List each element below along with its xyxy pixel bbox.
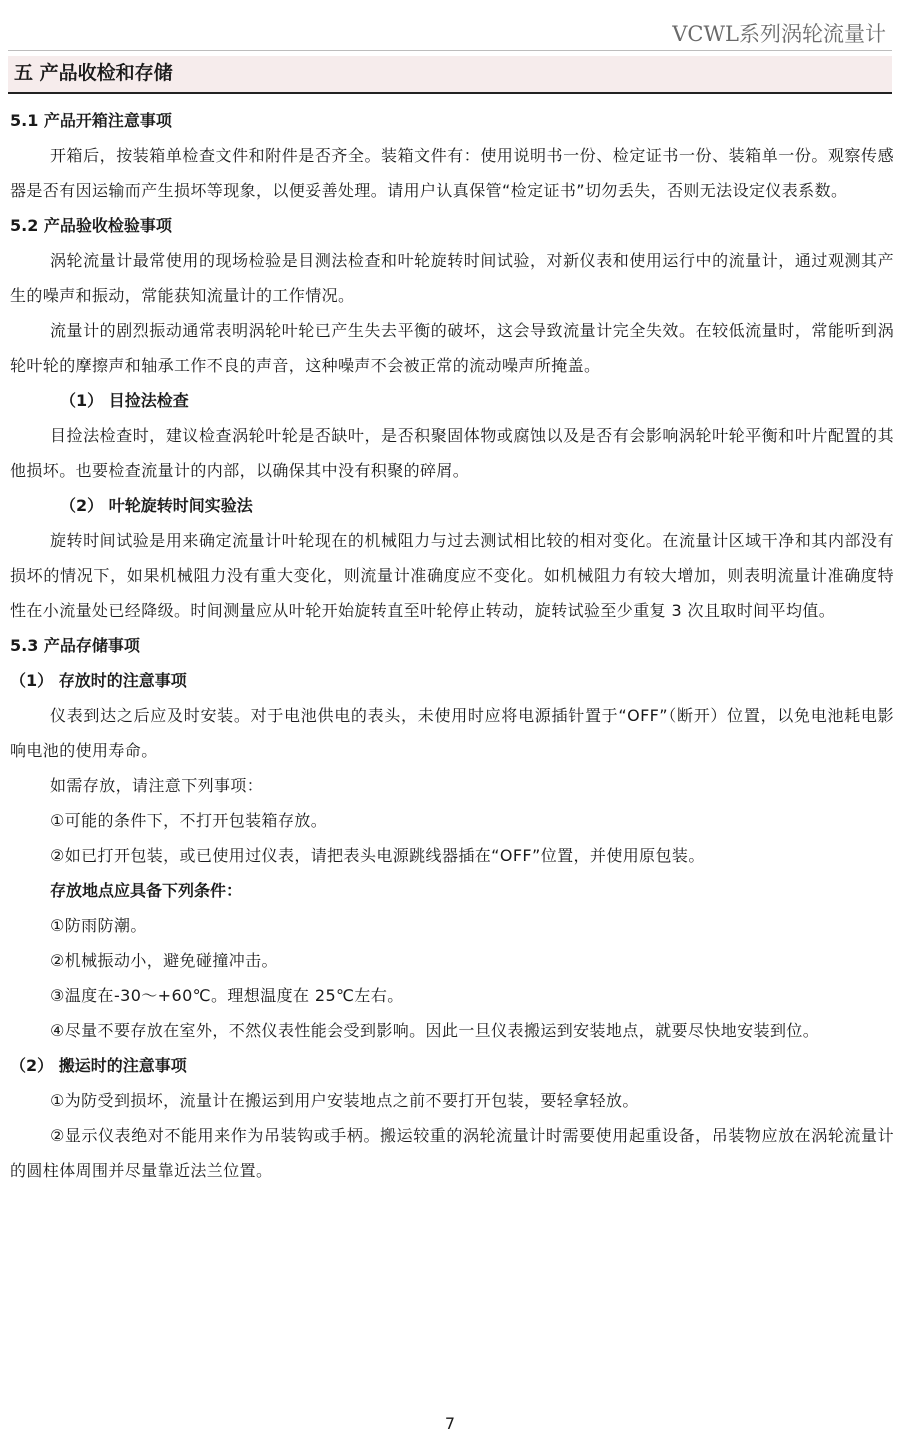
document-body	[10, 103, 894, 1188]
rotation-test-title: （2） 叶轮旋转时间实验法	[60, 496, 253, 515]
storage-notes-paragraph-2: 如需存放，请注意下列事项：	[50, 776, 264, 795]
storage-place-item: ②机械振动小，避免碰撞冲击。	[50, 951, 278, 970]
storage-place-item: ③温度在-30～+60℃。理想温度在 25℃左右。	[50, 986, 404, 1005]
storage-item: ②如已打开包装，或已使用过仪表，请把表头电源跳线器插在“OFF”位置，并使用原包装。	[50, 846, 705, 865]
section-5-2-paragraph-1: 涡轮流量计最常使用的现场检验是目测法检查和叶轮旋转时间试验，对新仪表和使用运行中的流量计，通过观测其产生的噪声和振动，常能获知流量计的工作情况。	[10, 251, 894, 305]
header-title: VCWL系列涡轮流量计	[672, 22, 886, 46]
section-5-2-paragraph-2: 流量计的剧烈振动通常表明涡轮叶轮已产生失去平衡的破坏，这会导致流量计完全失效。在较低流量时，常能听到涡轮叶轮的摩擦声和轴承工作不良的声音，这种噪声不会被正常的流动噪声所掩盖。	[10, 321, 894, 375]
section-5-1-paragraph: 开箱后，按装箱单检查文件和附件是否齐全。装箱文件有：使用说明书一份、检定证书一份、装箱单一份。观察传感器是否有因运输而产生损坏等现象，以便妥善处理。请用户认真保管“检定证书”切勿丢失，否则无法设定仪表系数。	[10, 146, 894, 200]
transport-item: ①为防受到损坏，流量计在搬运到用户安装地点之前不要打开包装，要轻拿轻放。	[50, 1091, 639, 1110]
storage-notes-paragraph-1: 仪表到达之后应及时安装。对于电池供电的表头，未使用时应将电源插针置于“OFF”（断开）位置，以免电池耗电影响电池的使用寿命。	[10, 706, 894, 760]
transport-notes-title: （2） 搬运时的注意事项	[10, 1056, 187, 1075]
visual-inspection-paragraph: 目捡法检查时，建议检查涡轮叶轮是否缺叶，是否积聚固体物或腐蚀以及是否有会影响涡轮叶轮平衡和叶片配置的其他损坏。也要检查流量计的内部，以确保其中没有积聚的碎屑。	[10, 426, 894, 480]
section-5-2-title: 5.2 产品验收检验事项	[10, 216, 172, 235]
transport-item: ②显示仪表绝对不能用来作为吊装钩或手柄。搬运较重的涡轮流量计时需要使用起重设备，吊装物应放在涡轮流量计的圆柱体周围并尽量靠近法兰位置。	[10, 1126, 894, 1180]
storage-item: ①可能的条件下，不打开包装箱存放。	[50, 811, 328, 830]
page-number: 7	[444, 1414, 456, 1433]
chapter-heading: 五 产品收检和存储	[8, 56, 892, 94]
section-5-3-title: 5.3 产品存储事项	[10, 636, 140, 655]
storage-notes-title: （1） 存放时的注意事项	[10, 671, 187, 690]
storage-place-item: ④尽量不要存放在室外，不然仪表性能会受到影响。因此一旦仪表搬运到安装地点，就要尽快地安装到位。	[50, 1021, 820, 1040]
header-divider	[8, 50, 892, 51]
section-5-1-title: 5.1 产品开箱注意事项	[10, 111, 172, 130]
storage-place-title: 存放地点应具备下列条件：	[50, 881, 243, 900]
visual-inspection-title: （1） 目捡法检查	[60, 391, 189, 410]
rotation-test-paragraph: 旋转时间试验是用来确定流量计叶轮现在的机械阻力与过去测试相比较的相对变化。在流量计区域干净和其内部没有损坏的情况下，如果机械阻力没有重大变化，则流量计准确度应不变化。如机械阻力有较大增加，则表明流量计准确度特性在小流量处已经降级。时间测量应从叶轮开始旋转直至叶轮停止转动，旋转试验至少重复 3 次且取时间平均值。	[10, 531, 894, 620]
storage-place-item: ①防雨防潮。	[50, 916, 147, 935]
